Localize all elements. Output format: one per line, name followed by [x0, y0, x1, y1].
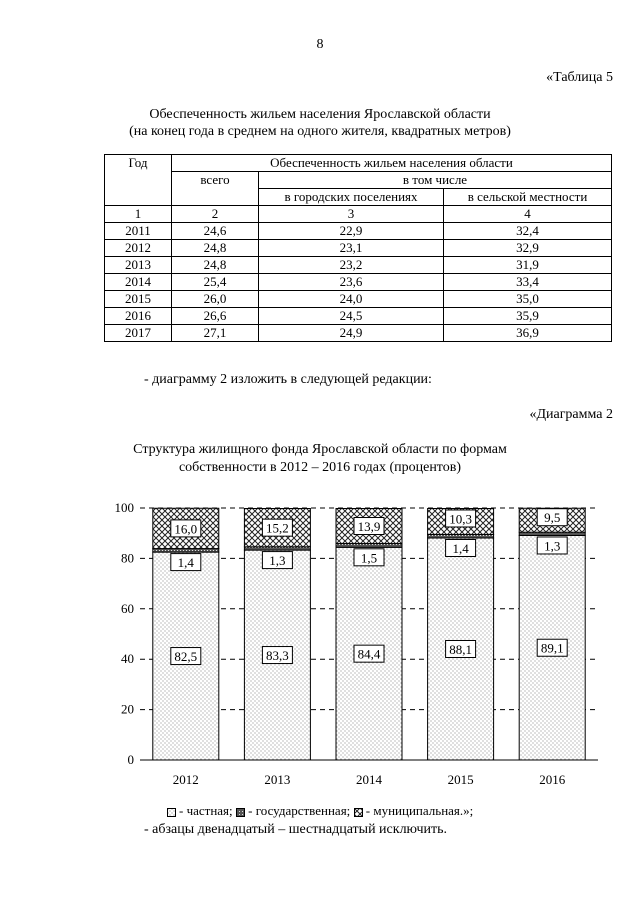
cell-year: 2013 [105, 257, 172, 274]
page-number: 8 [316, 37, 324, 52]
cell-urban: 22,9 [259, 223, 444, 240]
data-label: 1,3 [269, 553, 286, 569]
table-row [105, 308, 612, 325]
table-row [105, 325, 612, 342]
instruction-text-1: - диаграмму 2 изложить в следующей редакции: [144, 372, 432, 387]
cell-rural: 33,4 [444, 274, 612, 291]
y-tick-label: 20 [121, 701, 134, 717]
data-label: 82,5 [174, 649, 198, 665]
x-tick-label: 2015 [447, 772, 474, 787]
cell-rural: 32,4 [444, 223, 612, 240]
bar-segment-state [336, 544, 402, 548]
data-label: 1,4 [177, 555, 194, 571]
cell-rural: 35,9 [444, 308, 612, 325]
cell-total: 24,6 [172, 223, 259, 240]
table-title [0, 106, 640, 140]
diagram-caption: «Диаграмма 2 [529, 407, 613, 422]
cell-year: 2016 [105, 308, 172, 325]
table-header-row-2 [105, 172, 612, 189]
legend-label-private: - частная; [178, 803, 233, 818]
table-caption: «Таблица 5 [546, 70, 613, 85]
y-tick-label: 40 [121, 651, 134, 667]
x-tick-label: 2012 [172, 772, 199, 787]
legend-swatch-state [236, 808, 245, 817]
cell-total: 26,0 [172, 291, 259, 308]
cell-total: 24,8 [172, 240, 259, 257]
data-label: 1,5 [360, 550, 378, 566]
cell-total: 24,8 [172, 257, 259, 274]
legend-label-municipal: - муниципальная.»; [365, 803, 474, 818]
bar-segment-state [153, 549, 219, 553]
cell-year: 2011 [105, 223, 172, 240]
y-tick-label: 0 [127, 752, 134, 767]
table-header-row-1 [105, 155, 612, 172]
cell-urban: 24,0 [259, 291, 444, 308]
x-tick-label: 2014 [356, 772, 382, 787]
cell-total: 26,6 [172, 308, 259, 325]
header-main: Обеспеченность жильем населения области [172, 155, 612, 172]
x-tick-label: 2013 [264, 772, 291, 787]
cell-total: 27,1 [172, 325, 259, 342]
housing-table [104, 154, 612, 342]
data-label: 1,3 [544, 538, 561, 554]
cell-year: 2014 [105, 274, 172, 291]
data-label: 84,4 [357, 646, 381, 662]
column-number-row [105, 206, 612, 223]
y-tick-label: 60 [121, 600, 134, 616]
data-label: 88,1 [449, 641, 472, 657]
col-number: 3 [259, 206, 444, 223]
data-label: 89,1 [540, 640, 564, 656]
cell-urban: 24,9 [259, 325, 444, 342]
col-number: 2 [172, 206, 259, 223]
table-row [105, 291, 612, 308]
cell-year: 2017 [105, 325, 172, 342]
chart-title [0, 441, 640, 477]
bar-segment-state [428, 534, 494, 538]
chart-title-line-1: Структура жилищного фонда Ярославской области по формам [133, 442, 507, 457]
cell-total: 25,4 [172, 274, 259, 291]
data-label: 16,0 [174, 521, 198, 537]
chart-legend [0, 803, 640, 819]
cell-urban: 23,1 [259, 240, 444, 257]
legend-swatch-private [167, 808, 176, 817]
header-year: Год [105, 155, 172, 206]
table-row [105, 274, 612, 291]
legend-label-state: - государственная; [248, 803, 351, 818]
cell-year: 2015 [105, 291, 172, 308]
cell-urban: 23,2 [259, 257, 444, 274]
legend-swatch-municipal [354, 808, 363, 817]
col-number: 1 [105, 206, 172, 223]
instruction-text-2: - абзацы двенадцатый – шестнадцатый исключить. [144, 822, 448, 837]
table-title-line-1: Обеспеченность жильем населения Ярославской области [149, 107, 491, 122]
x-tick-label: 2016 [539, 772, 566, 787]
data-label: 10,3 [449, 511, 472, 527]
cell-year: 2012 [105, 240, 172, 257]
chart-title-line-2: собственности в 2012 – 2016 годах (процентов) [178, 460, 462, 475]
table-row [105, 223, 612, 240]
table-row [105, 257, 612, 274]
data-label: 15,2 [266, 520, 289, 536]
y-tick-label: 80 [121, 550, 134, 566]
cell-rural: 32,9 [444, 240, 612, 257]
col-number: 4 [444, 206, 612, 223]
table-row [105, 240, 612, 257]
table-title-line-2: (на конец года в среднем на одного жителя, квадратных метров) [129, 124, 511, 139]
cell-urban: 24,5 [259, 308, 444, 325]
header-including: в том числе [259, 172, 612, 189]
data-label: 83,3 [266, 648, 289, 664]
header-urban: в городских поселениях [259, 189, 444, 206]
y-tick-label: 100 [114, 500, 134, 515]
cell-rural: 31,9 [444, 257, 612, 274]
cell-urban: 23,6 [259, 274, 444, 291]
data-label: 1,4 [452, 540, 469, 556]
data-label: 13,9 [357, 519, 381, 535]
data-label: 9,5 [544, 510, 561, 526]
header-rural: в сельской местности [444, 189, 612, 206]
cell-rural: 36,9 [444, 325, 612, 342]
stacked-bar-chart [0, 490, 640, 790]
header-total: всего [172, 172, 259, 206]
cell-rural: 35,0 [444, 291, 612, 308]
